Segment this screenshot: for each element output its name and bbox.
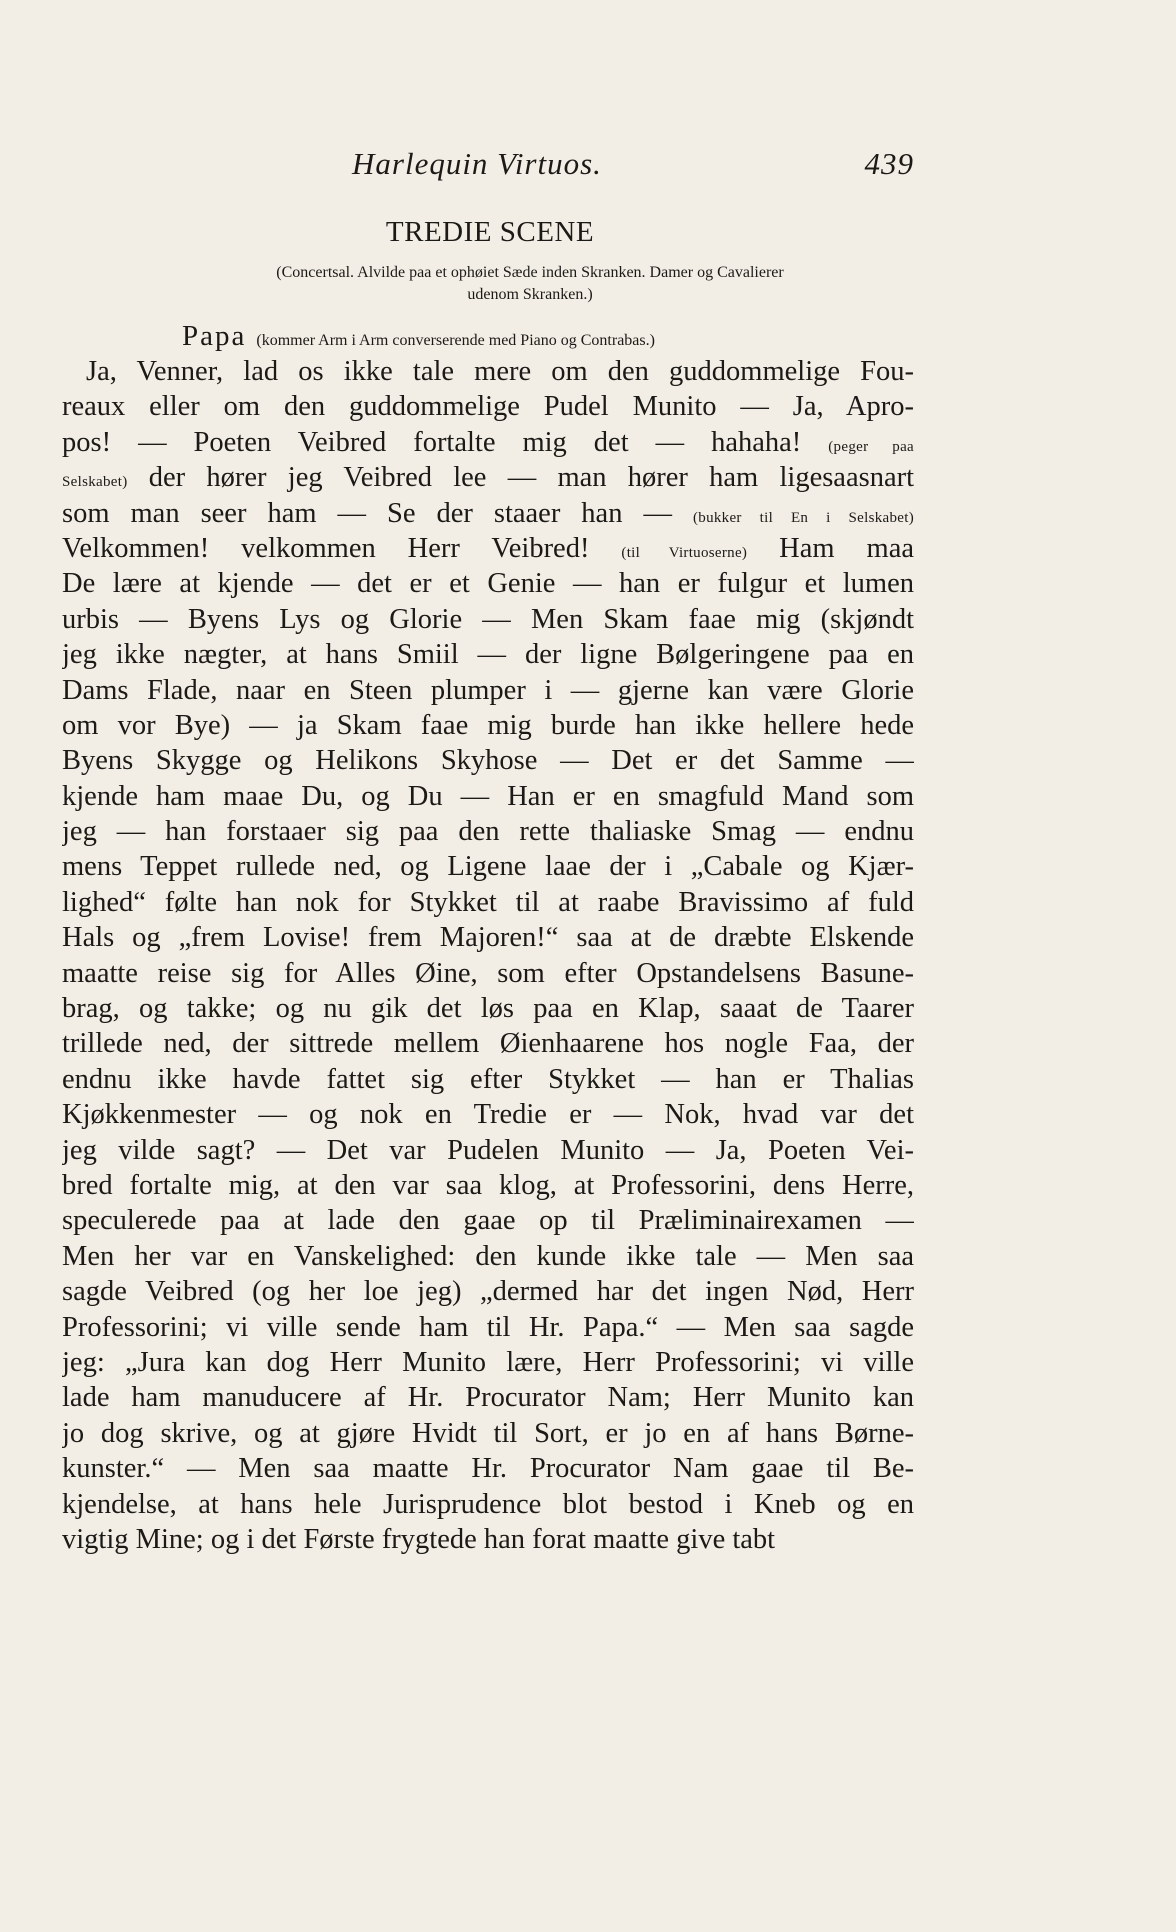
line-text: trillede ned, der sittrede mellem Øienhaarene hos nogle Faa, der [62, 1028, 914, 1060]
line-text: maatte reise sig for Alles Øine, som efter Opstandelsens Basune- [62, 957, 914, 989]
running-title: Harlequin Virtuos. [352, 146, 602, 181]
text-line [62, 1062, 914, 1097]
stage-direction-line: udenom Skranken.) [467, 286, 593, 303]
text-line [62, 1522, 914, 1557]
text-line [62, 1133, 914, 1168]
text-line [62, 496, 914, 531]
text-line [62, 354, 914, 389]
line-text: vigtig Mine; og i det Første frygtede han forat maatte give tabt [62, 1523, 776, 1555]
line-text: Velkommen! velkommen Herr Veibred! [62, 532, 590, 564]
text-line [62, 1026, 914, 1061]
text-line [62, 566, 914, 601]
text-line [62, 885, 914, 920]
text-line [62, 425, 914, 460]
line-text: kunster.“ — Men saa maatte Hr. Procurator Nam gaae til Be- [62, 1453, 914, 1485]
text-line [62, 779, 914, 814]
line-text: kjende ham maae Du, og Du — Han er en smagfuld Mand som [62, 780, 914, 812]
speaker-direction: (kommer Arm i Arm converserende med Piano og Contrabas.) [256, 332, 655, 349]
text-line [62, 673, 914, 708]
page-number: 439 [864, 146, 914, 181]
scene-title: TREDIE SCENE [385, 216, 595, 248]
text-line [62, 1416, 914, 1451]
line-text: jo dog skrive, og at gjøre Hvidt til Sort, er jo en af hans Børne- [62, 1417, 914, 1449]
inline-stage-direction: (bukker til En i Selskabet) [692, 509, 914, 526]
line-text: Hals og „frem Lovise! frem Majoren!“ saa at de dræbte Elskende [62, 922, 914, 954]
dialogue-text [62, 354, 914, 1557]
line-text: der hører jeg Veibred lee — man hører ham ligesaasnart [148, 462, 914, 494]
line-text: lighed“ følte han nok for Stykket til at raabe Bravissimo af fuld [62, 886, 914, 918]
stage-direction [230, 262, 830, 306]
text-line [62, 956, 914, 991]
inline-stage-direction: Selskabet) [62, 474, 128, 491]
text-line [62, 602, 914, 637]
line-text: pos! — Poeten Veibred fortalte mig det — hahaha! [62, 426, 802, 458]
text-line [62, 920, 914, 955]
text-line [62, 849, 914, 884]
stage-direction-line: (Concertsal. Alvilde paa et ophøiet Sæde inden Skranken. Damer og Cavalierer [276, 264, 784, 281]
line-text: De lære at kjende — det er et Genie — han er fulgur et lumen [62, 568, 914, 600]
text-line [62, 1451, 914, 1486]
line-text: reaux eller om den guddommelige Pudel Munito — Ja, Apro- [62, 391, 914, 423]
running-header [352, 146, 914, 186]
line-text: brag, og takke; og nu gik det løs paa en Klap, saaat de Taarer [62, 993, 914, 1025]
line-text: urbis — Byens Lys og Glorie — Men Skam faae mig (skjøndt [62, 603, 914, 635]
line-text: Professorini; vi ville sende ham til Hr. Papa.“ — Men saa sagde [62, 1311, 914, 1343]
inline-stage-direction: (peger paa [828, 438, 914, 455]
text-line [62, 814, 914, 849]
line-text: Dams Flade, naar en Steen plumper i — gjerne kan være Glorie [62, 674, 914, 706]
line-text: sagde Veibred (og her loe jeg) „dermed har det ingen Nød, Herr [62, 1276, 914, 1308]
line-text: jeg: „Jura kan dog Herr Munito lære, Herr Professorini; vi ville [62, 1346, 914, 1378]
text-line [62, 1168, 914, 1203]
line-text: jeg vilde sagt? — Det var Pudelen Munito — Ja, Poeten Vei- [62, 1134, 914, 1166]
text-line [62, 531, 914, 566]
line-text: jeg — han forstaaer sig paa den rette thaliaske Smag — endnu [62, 816, 914, 848]
text-line [62, 1203, 914, 1238]
speaker-heading [182, 320, 655, 353]
text-line [62, 991, 914, 1026]
text-line [62, 743, 914, 778]
line-text: jeg ikke nægter, at hans Smiil — der ligne Bølgeringene paa en [62, 639, 914, 671]
inline-stage-direction: (til Virtuoserne) [621, 544, 748, 561]
text-line [62, 1487, 914, 1522]
line-text: mens Teppet rullede ned, og Ligene laae der i „Cabale og Kjær- [62, 851, 914, 883]
text-line [62, 1239, 914, 1274]
text-line [62, 389, 914, 424]
line-text: speculerede paa at lade den gaae op til Præliminairexamen — [62, 1205, 914, 1237]
text-line [62, 1345, 914, 1380]
text-line [62, 1274, 914, 1309]
text-line [62, 637, 914, 672]
line-text: bred fortalte mig, at den var saa klog, at Professorini, dens Herre, [62, 1169, 914, 1201]
text-line [62, 708, 914, 743]
text-line [62, 1380, 914, 1415]
line-text: Kjøkkenmester — og nok en Tredie er — Nok, hvad var det [62, 1099, 914, 1131]
line-text: Ham maa [779, 532, 914, 564]
text-line [62, 460, 914, 495]
line-text: Ja, Venner, lad os ikke tale mere om den guddommelige Fou- [86, 356, 914, 387]
text-line [62, 1310, 914, 1345]
line-text: om vor Bye) — ja Skam faae mig burde han ikke hellere hede [62, 709, 914, 741]
line-text: som man seer ham — Se der staaer han — [62, 497, 672, 529]
line-text: Men her var en Vanskelighed: den kunde ikke tale — Men saa [62, 1240, 914, 1272]
speaker-name: Papa [182, 320, 247, 352]
text-line [62, 1097, 914, 1132]
line-text: endnu ikke havde fattet sig efter Stykket — han er Thalias [62, 1063, 914, 1095]
line-text: kjendelse, at hans hele Jurisprudence blot bestod i Kneb og en [62, 1488, 914, 1520]
line-text: lade ham manuducere af Hr. Procurator Nam; Herr Munito kan [62, 1382, 914, 1414]
line-text: Byens Skygge og Helikons Skyhose — Det er det Samme — [62, 745, 914, 777]
